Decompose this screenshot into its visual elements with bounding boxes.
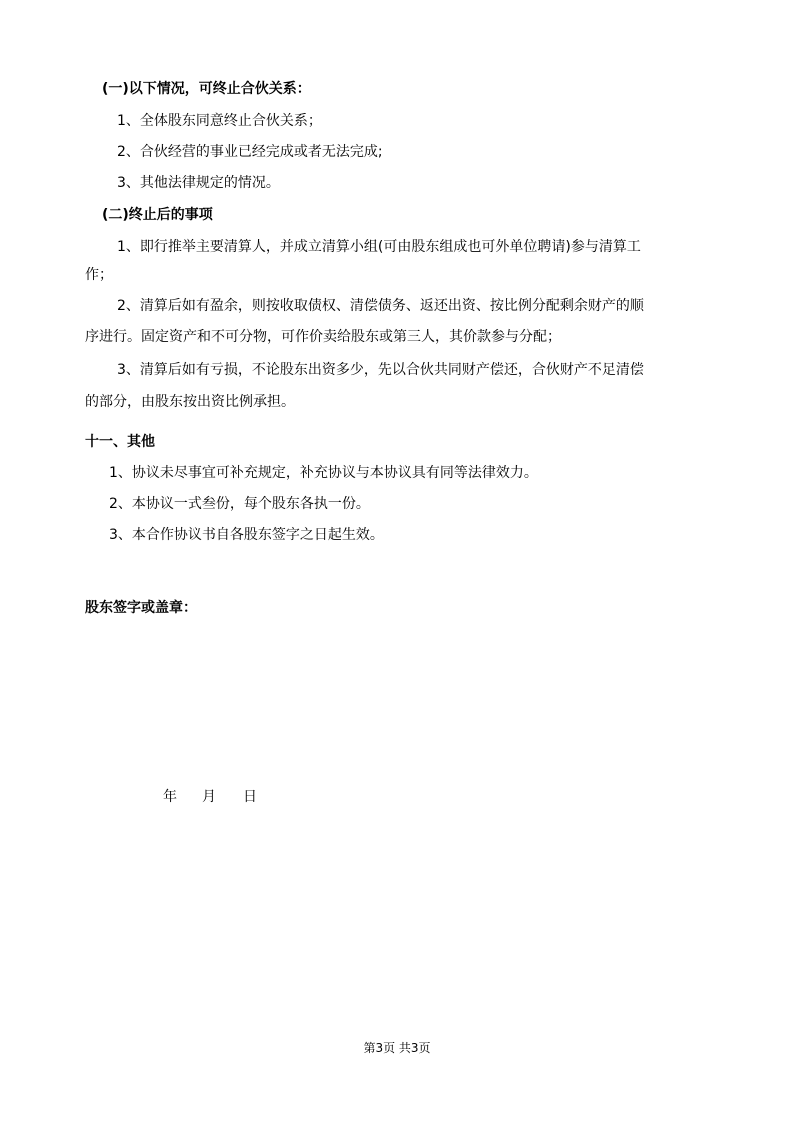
after-item-3-line-2: 的部分，由股东按出资比例承担。 (85, 394, 295, 410)
other-item-3: 3、本合作协议书自各股东签字之日起生效。 (109, 527, 384, 543)
other-item-1: 1、协议未尽事宜可补充规定，补充协议与本协议具有同等法律效力。 (109, 465, 538, 481)
date-day-label: 日 (243, 789, 257, 805)
after-item-2-line-1: 2、清算后如有盈余，则按收取债权、清偿债务、返还出资、按比例分配剩余财产的顺 (117, 298, 644, 314)
after-item-3-line-1: 3、清算后如有亏损，不论股东出资多少，先以合伙共同财产偿还，合伙财产不足清偿 (117, 362, 644, 378)
termination-item-3: 3、其他法律规定的情况。 (117, 175, 280, 191)
other-item-2: 2、本协议一式叁份，每个股东各执一份。 (109, 496, 370, 512)
termination-item-1: 1、全体股东同意终止合伙关系； (117, 113, 322, 129)
page-footer: 第3页 共3页 (363, 1041, 431, 1055)
after-item-1-line-1: 1、即行推举主要清算人，并成立清算小组(可由股东组成也可外单位聘请)参与清算工 (117, 239, 641, 255)
termination-item-2: 2、合伙经营的事业已经完成或者无法完成; (117, 144, 383, 160)
date-year-label: 年 (163, 789, 177, 805)
heading-termination-conditions: (一)以下情况，可终止合伙关系： (102, 81, 311, 97)
after-item-2-line-2: 序进行。固定资产和不可分物，可作价卖给股东或第三人，其价款参与分配； (85, 329, 561, 345)
date-month-label: 月 (202, 789, 216, 805)
heading-after-termination: (二)终止后的事项 (102, 207, 213, 223)
signature-label: 股东签字或盖章： (85, 600, 197, 616)
heading-other: 十一、其他 (85, 434, 155, 450)
after-item-1-line-2: 作； (85, 267, 113, 283)
